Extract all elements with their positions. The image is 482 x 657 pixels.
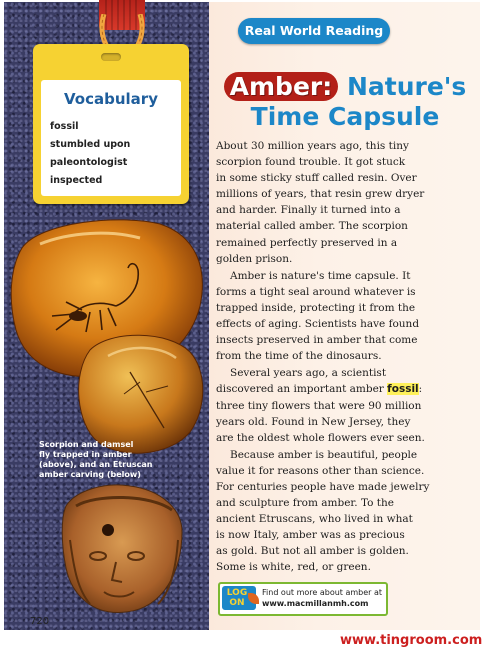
text-line: in some sticky stuff called resin. Over xyxy=(216,172,417,185)
caption-line: amber carving (below) xyxy=(39,470,141,479)
etruscan-carving xyxy=(62,485,182,613)
text-line: and harder. Finally it turned into a xyxy=(216,204,401,217)
section-banner xyxy=(238,18,390,44)
card-hole xyxy=(101,53,121,61)
text-line: as gold. But not all amber is golden. xyxy=(216,545,409,558)
title-line-1 xyxy=(214,72,476,102)
page-number: 720 xyxy=(30,616,50,627)
paragraph-2 xyxy=(216,268,478,365)
log-on-text xyxy=(262,587,386,609)
paragraph-3 xyxy=(216,365,478,445)
text-line: from the time of the dinosaurs. xyxy=(216,350,382,363)
text-line: millions of years, that resin grew dryer xyxy=(216,188,425,201)
article-title xyxy=(214,72,476,132)
caption-line: (above), and an Etruscan xyxy=(39,460,153,469)
text-line: scorpion found trouble. It got stuck xyxy=(216,156,406,169)
text-line: is now Italy, amber was as precious xyxy=(216,529,405,542)
text-line: About 30 million years ago, this tiny xyxy=(216,140,409,152)
watermark: www.tingroom.com xyxy=(340,633,482,648)
log-on-badge-line: ON xyxy=(229,598,245,608)
paragraph-4 xyxy=(216,447,478,576)
vocabulary-panel xyxy=(41,80,181,196)
text-line: For centuries people have made jewelry xyxy=(216,480,430,493)
log-on-url-link[interactable]: www.macmillanmh.com xyxy=(262,599,369,608)
title-natures: Nature's xyxy=(346,72,467,101)
highlighted-vocabulary-word[interactable]: fossil xyxy=(387,383,419,396)
caption-line: Scorpion and damsel xyxy=(39,440,134,449)
log-on-link-box[interactable] xyxy=(218,582,388,616)
paragraph-1 xyxy=(216,138,478,267)
title-amber-word: Amber: xyxy=(224,72,339,101)
vocabulary-title: Vocabulary xyxy=(64,90,158,108)
vocabulary-list xyxy=(50,118,130,190)
vocabulary-word: inspected xyxy=(50,175,103,186)
text-line: ancient Etruscans, who lived in what xyxy=(216,513,413,526)
text-line: insects preserved in amber that come xyxy=(216,334,418,347)
text-line xyxy=(216,381,478,397)
title-line-2: Time Capsule xyxy=(250,102,440,131)
vocabulary-word: stumbled upon xyxy=(50,139,131,150)
vocabulary-card xyxy=(33,44,189,204)
photo-caption xyxy=(39,440,179,480)
vocabulary-word: fossil xyxy=(50,121,79,132)
text-line: three tiny flowers that were 90 million xyxy=(216,399,422,412)
section-banner-label: Real World Reading xyxy=(244,23,384,38)
text-line: effects of aging. Scientists have found xyxy=(216,318,420,331)
text-line: trapped inside, protecting it from the xyxy=(216,301,416,314)
log-on-badge-line: LOG xyxy=(226,588,248,598)
text-line: forms a tight seal around whatever is xyxy=(216,285,416,298)
vocabulary-word: paleontologist xyxy=(50,157,128,168)
text-line: Because amber is beautiful, people xyxy=(230,448,418,461)
caption-line: fly trapped in amber xyxy=(39,450,132,459)
text-line: Some is white, red, or green. xyxy=(216,561,371,574)
log-on-description: Find out more about amber at xyxy=(262,588,383,597)
text-line: years old. Found in New Jersey, they xyxy=(216,415,411,428)
text-line: material called amber. The scorpion xyxy=(216,220,408,233)
text-line: golden prison. xyxy=(216,252,293,265)
text-segment: discovered an important amber xyxy=(216,383,384,396)
text-line: value it for reasons other than science. xyxy=(216,464,425,477)
article-body xyxy=(216,138,478,577)
text-line: Several years ago, a scientist xyxy=(230,367,387,380)
text-line: and sculpture from amber. To the xyxy=(216,497,395,510)
damselfly-amber-stone xyxy=(79,335,203,453)
colon: : xyxy=(418,383,423,396)
text-line: are the oldest whole flowers ever seen. xyxy=(216,431,425,444)
text-line: remained perfectly preserved in a xyxy=(216,236,398,249)
text-line: Amber is nature's time capsule. It xyxy=(230,269,411,282)
